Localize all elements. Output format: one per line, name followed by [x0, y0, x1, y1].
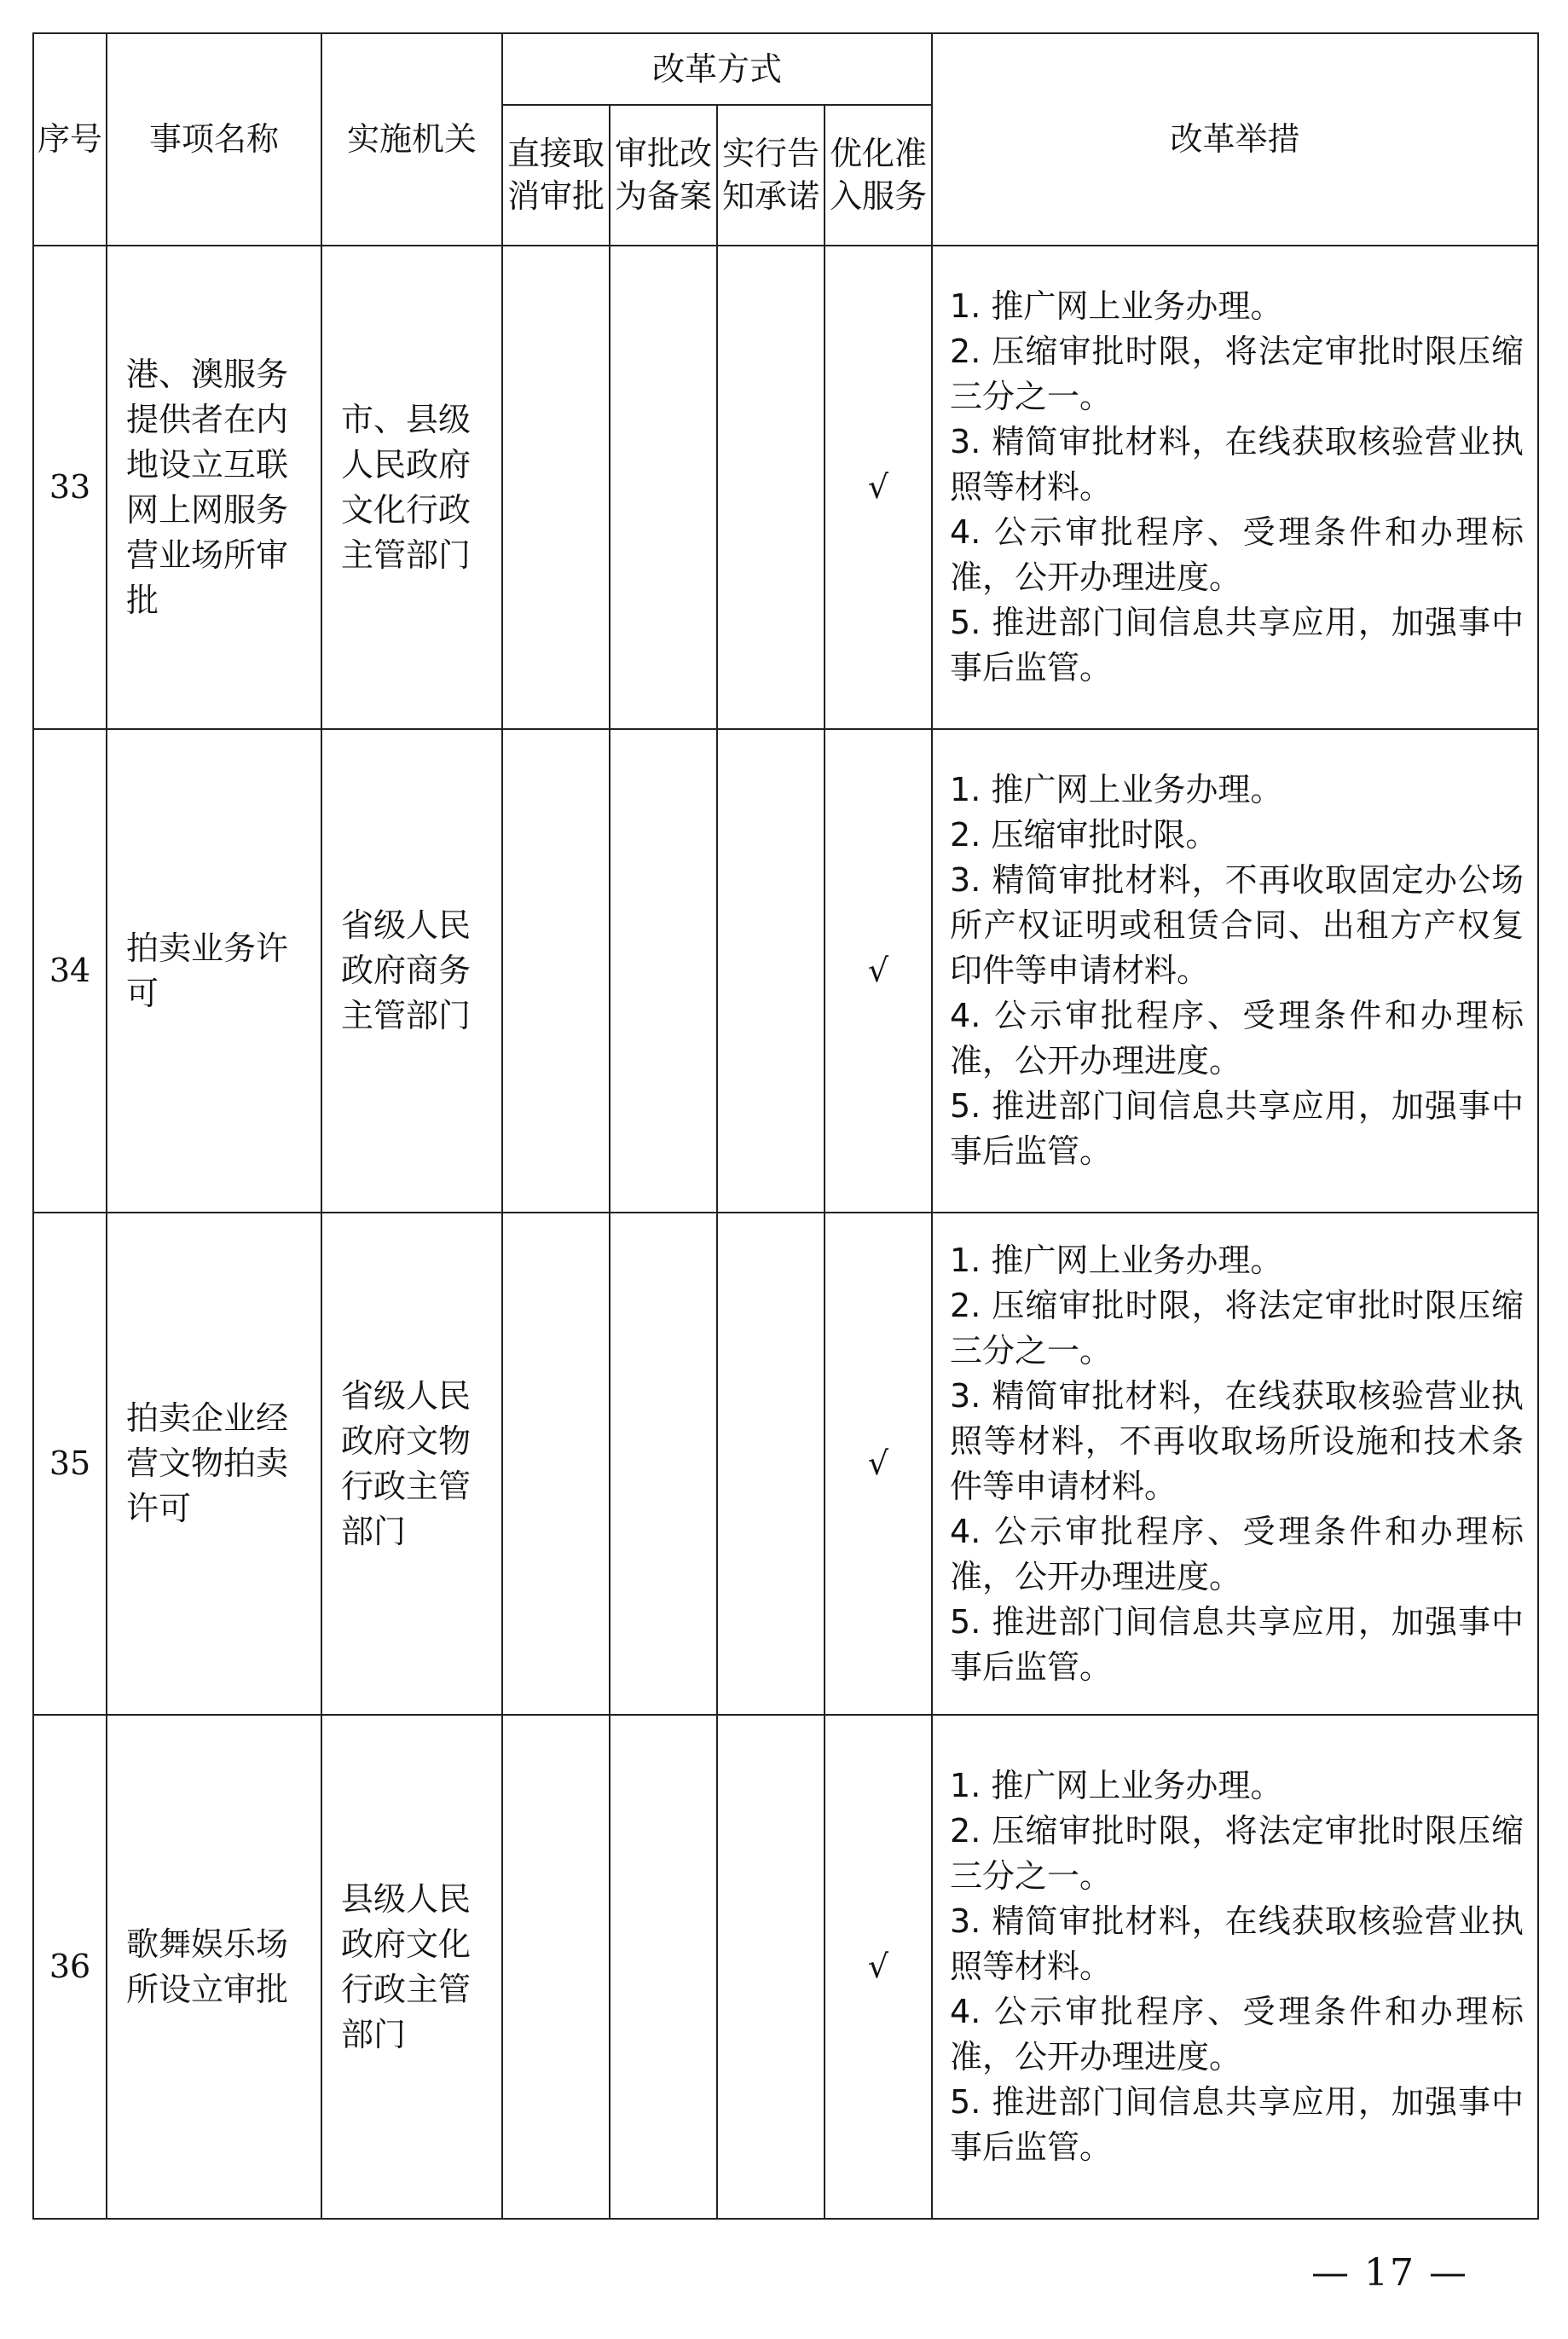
measure-item: 2. 压缩审批时限，将法定审批时限压缩三分之一。 — [950, 1286, 1525, 1369]
check-direct-cancel — [502, 1715, 610, 2219]
header-to-filing-label: 审批改为备案 — [614, 134, 712, 215]
header-notify-commit — [717, 105, 825, 246]
measure-item: 2. 压缩审批时限，将法定审批时限压缩三分之一。 — [950, 333, 1525, 415]
check-to-filing — [610, 729, 717, 1213]
row-index: 34 — [33, 729, 107, 1213]
measure-item: 5. 推进部门间信息共享应用，加强事中事后监管。 — [950, 1602, 1525, 1686]
table-row — [33, 1213, 1538, 1715]
page-number: — 17 — — [1311, 2251, 1468, 2295]
header-optimize-access — [825, 105, 932, 246]
measure-item: 1. 推广网上业务办理。 — [950, 771, 1283, 808]
measure-item: 4. 公示审批程序、受理条件和办理标准，公开办理进度。 — [950, 1993, 1525, 2076]
row-index: 33 — [33, 246, 107, 729]
agency: 县级人民政府文化行政主管部门 — [321, 1715, 502, 2219]
check-direct-cancel — [502, 246, 610, 729]
header-to-filing — [610, 105, 717, 246]
measures-cell — [932, 729, 1538, 1213]
header-index: 序号 — [33, 33, 107, 246]
header-agency: 实施机关 — [321, 33, 502, 246]
measure-item: 2. 压缩审批时限。 — [950, 816, 1218, 854]
measure-item: 5. 推进部门间信息共享应用，加强事中事后监管。 — [950, 1087, 1525, 1170]
header-direct-cancel — [502, 105, 610, 246]
measure-item: 3. 精简审批材料，不再收取固定办公场所产权证明或租赁合同、出租方产权复印件等申请材料。 — [950, 861, 1525, 989]
measure-item: 3. 精简审批材料，在线获取核验营业执照等材料。 — [950, 423, 1525, 506]
check-to-filing — [610, 246, 717, 729]
row-index: 35 — [33, 1213, 107, 1715]
agency: 省级人民政府商务主管部门 — [321, 729, 502, 1213]
header-reform-method: 改革方式 — [502, 33, 932, 105]
measure-item: 5. 推进部门间信息共享应用，加强事中事后监管。 — [950, 2083, 1525, 2166]
check-to-filing — [610, 1715, 717, 2219]
item-name: 港、澳服务提供者在内地设立互联网上网服务营业场所审批 — [107, 246, 321, 729]
check-notify-commit — [717, 246, 825, 729]
header-direct-cancel-label: 直接取消审批 — [506, 134, 605, 215]
item-name: 拍卖业务许可 — [107, 729, 321, 1213]
header-measures: 改革举措 — [932, 33, 1538, 246]
measures-cell — [932, 1213, 1538, 1715]
measure-item: 4. 公示审批程序、受理条件和办理标准，公开办理进度。 — [950, 997, 1525, 1080]
measure-item: 3. 精简审批材料，在线获取核验营业执照等材料。 — [950, 1902, 1525, 1985]
header-notify-commit-label: 实行告知承诺 — [721, 134, 819, 215]
item-name: 歌舞娱乐场所设立审批 — [107, 1715, 321, 2219]
measure-item: 1. 推广网上业务办理。 — [950, 287, 1283, 325]
table-header — [33, 33, 1538, 246]
check-to-filing — [610, 1213, 717, 1715]
measures-cell — [932, 246, 1538, 729]
check-notify-commit — [717, 729, 825, 1213]
item-name: 拍卖企业经营文物拍卖许可 — [107, 1213, 321, 1715]
measure-item: 4. 公示审批程序、受理条件和办理标准，公开办理进度。 — [950, 1512, 1525, 1595]
reform-table — [32, 32, 1539, 2220]
measure-item: 1. 推广网上业务办理。 — [950, 1767, 1283, 1804]
measure-item: 1. 推广网上业务办理。 — [950, 1241, 1283, 1279]
agency: 省级人民政府文物行政主管部门 — [321, 1213, 502, 1715]
measure-item: 2. 压缩审批时限，将法定审批时限压缩三分之一。 — [950, 1812, 1525, 1895]
table-row — [33, 1715, 1538, 2219]
row-index: 36 — [33, 1715, 107, 2219]
check-optimize-access: √ — [825, 1715, 932, 2219]
measure-item: 4. 公示审批程序、受理条件和办理标准，公开办理进度。 — [950, 513, 1525, 596]
check-direct-cancel — [502, 1213, 610, 1715]
check-direct-cancel — [502, 729, 610, 1213]
measures-cell — [932, 1715, 1538, 2219]
header-optimize-access-label: 优化准入服务 — [830, 134, 928, 215]
measure-item: 3. 精简审批材料，在线获取核验营业执照等材料，不再收取场所设施和技术条件等申请材料。 — [950, 1376, 1525, 1505]
check-optimize-access: √ — [825, 246, 932, 729]
table-row — [33, 246, 1538, 729]
header-item-name: 事项名称 — [107, 33, 321, 246]
check-optimize-access: √ — [825, 1213, 932, 1715]
check-optimize-access: √ — [825, 729, 932, 1213]
table-row — [33, 729, 1538, 1213]
agency: 市、县级人民政府文化行政主管部门 — [321, 246, 502, 729]
check-notify-commit — [717, 1715, 825, 2219]
measure-item: 5. 推进部门间信息共享应用，加强事中事后监管。 — [950, 604, 1525, 686]
check-notify-commit — [717, 1213, 825, 1715]
